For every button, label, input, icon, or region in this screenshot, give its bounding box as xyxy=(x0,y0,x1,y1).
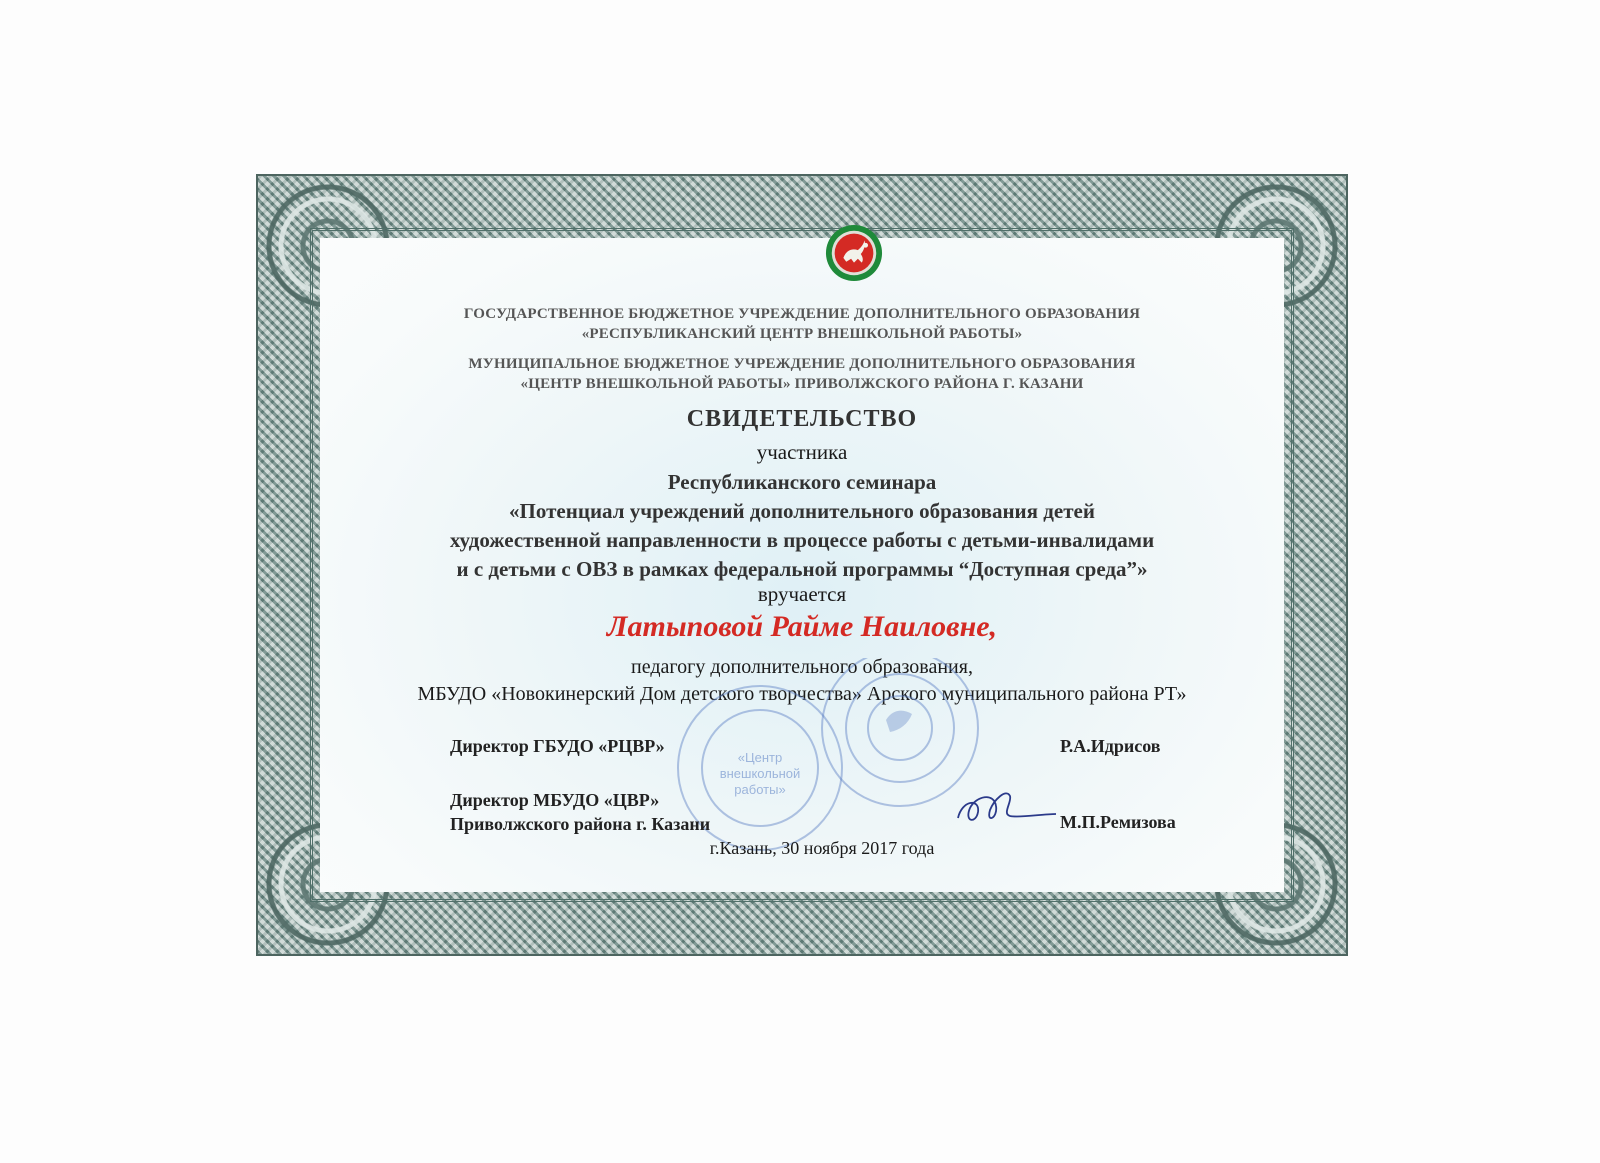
svg-text:работы»: работы» xyxy=(734,782,786,797)
org-line-3: МУНИЦИПАЛЬНОЕ БЮДЖЕТНОЕ УЧРЕЖДЕНИЕ ДОПОЛНИТЕЛЬНОГО ОБРАЗОВАНИЯ xyxy=(468,356,1136,372)
org-line-2: «РЕСПУБЛИКАНСКИЙ ЦЕНТР ВНЕШКОЛЬНОЙ РАБОТЫ» xyxy=(581,326,1023,342)
seminar-line-4: и с детьми с ОВЗ в рамках федеральной программы “Доступная среда”» xyxy=(456,557,1148,581)
seminar-line-1: Республиканского семинара xyxy=(667,470,937,494)
position-line-2: МБУДО «Новокинерский Дом детского творчества» Арского муниципального района РТ» xyxy=(417,683,1187,705)
position-line-1: педагогу дополнительного образования, xyxy=(631,656,973,678)
tatarstan-emblem-icon xyxy=(825,224,883,282)
seminar-line-3: художественной направленности в процессе работы с детьми-инвалидами xyxy=(449,528,1155,552)
seminar-line-2: «Потенциал учреждений дополнительного образования детей xyxy=(509,499,1095,523)
certificate-title: СВИДЕТЕЛЬСТВО xyxy=(686,406,918,432)
recipient-position xyxy=(320,654,1284,708)
director2-title-line-2: Приволжского района г. Казани xyxy=(450,814,711,834)
certificate-body xyxy=(320,238,1284,892)
seminar-title xyxy=(320,468,1284,584)
director1-title: Директор ГБУДО «РЦВР» xyxy=(450,736,665,756)
stamp-text: «Центр xyxy=(737,750,783,765)
director2-name: М.П.Ремизова xyxy=(1060,812,1176,832)
organization-header-2 xyxy=(320,354,1284,394)
svg-text:внешкольной: внешкольной xyxy=(719,766,801,781)
place-date: г.Казань, 30 ноября 2017 года xyxy=(709,838,935,858)
organization-header-1 xyxy=(320,304,1284,344)
org-line-1: ГОСУДАРСТВЕННОЕ БЮДЖЕТНОЕ УЧРЕЖДЕНИЕ ДОПОЛНИТЕЛЬНОГО ОБРАЗОВАНИЯ xyxy=(463,306,1141,322)
certificate xyxy=(256,174,1348,956)
participant-label: участника xyxy=(756,440,848,464)
org-line-4: «ЦЕНТР ВНЕШКОЛЬНОЙ РАБОТЫ» ПРИВОЛЖСКОГО РАЙОНА Г. КАЗАНИ xyxy=(520,376,1084,392)
director1-name: Р.А.Идрисов xyxy=(1060,736,1161,756)
handwritten-signature-icon xyxy=(950,778,1060,834)
recipient-name: Латыповой Райме Наиловне, xyxy=(606,610,998,643)
director2-title xyxy=(450,788,710,836)
awarded-label: вручается xyxy=(757,582,847,606)
director2-title-line-1: Директор МБУДО «ЦВР» xyxy=(450,790,660,810)
